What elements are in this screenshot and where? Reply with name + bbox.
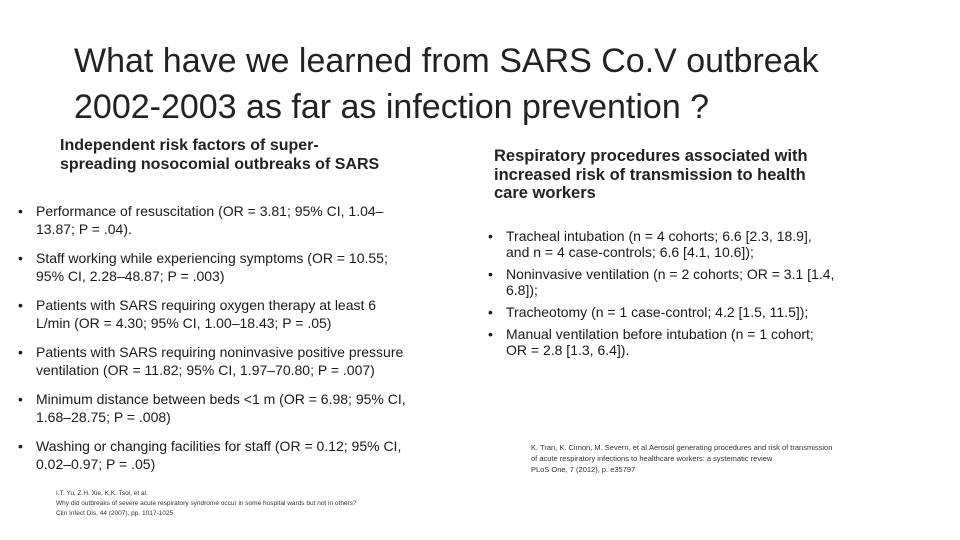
list-item-line-2: 6.8]); [506,282,538,298]
right-procedure-list [488,228,834,358]
right-heading-line-1: Respiratory procedures associated with [494,147,808,165]
citation-line-2: of acute respiratory infections to healthcare workers: a systematic review [531,454,773,463]
list-item [488,228,834,260]
list-item-line-1: Minimum distance between beds <1 m (OR = 6.98; 95% CI, [36,391,406,407]
list-item-line-1: Manual ventilation before intubation (n = 1 cohort; [506,326,814,342]
citation-line-3: PLoS One, 7 (2012), p. e35797 [531,465,636,474]
list-item-line-1: Tracheotomy (n = 1 case-control; 4.2 [1.5, 11.5]); [506,304,809,320]
list-item-line-1: Performance of resuscitation (OR = 3.81; 95% CI, 1.04– [36,203,384,219]
list-item-line-1: Patients with SARS requiring noninvasive positive pressure [36,344,404,360]
bullet-icon: • [18,203,23,219]
list-item [18,249,406,285]
list-item-line-1: Patients with SARS requiring oxygen therapy at least 6 [36,297,377,313]
bullet-icon: • [18,297,23,313]
bullet-icon: • [18,344,23,360]
left-heading-line-2: spreading nosocomial outbreaks of SARS [60,156,380,173]
list-item-line-1: Noninvasive ventilation (n = 2 cohorts; OR = 3.1 [1.4, [506,266,835,282]
list-item-line-2: and n = 4 case-controls; 6.6 [4.1, 10.6]); [506,244,754,260]
list-item-line-2: 95% CI, 2.28–48.87; P = .003) [36,268,225,284]
list-item-line-1: Tracheal intubation (n = 4 cohorts; 6.6 [2.3, 18.9], [506,228,812,244]
bullet-icon: • [488,228,493,244]
bullet-icon: • [488,326,493,342]
right-column-heading [494,147,808,203]
list-item-line-2: 1.68–28.75; P = .008) [36,409,171,425]
slide-title-line-1: What have we learned from SARS Co.V outbreak [74,42,819,80]
citation-line-2: Why did outbreaks of severe acute respiratory syndrome occur in some hospital wards but not in others? [56,500,357,507]
bullet-icon: • [488,304,493,320]
slide-title-line-2: 2002-2003 as far as infection prevention ? [74,88,710,126]
citation-line-1: K. Tran, K. Cimon, M. Severn, et al.Aerosol generating procedures and risk of transmission [531,443,833,452]
right-heading-line-3: care workers [494,184,596,202]
left-citation [56,489,357,519]
list-item [488,304,834,320]
bullet-icon: • [18,391,23,407]
list-item-line-2: L/min (OR = 4.30; 95% CI, 1.00–18.43; P = .05) [36,315,332,331]
citation-line-1: I.T. Yu, Z.H. Xie, K.K. Tsoi, et al. [56,490,148,497]
list-item [488,266,834,298]
list-item-line-1: Staff working while experiencing symptoms (OR = 10.55; [36,250,388,266]
list-item [18,390,406,426]
list-item-line-1: Washing or changing facilities for staff (OR = 0.12; 95% CI, [36,438,402,454]
list-item [18,296,406,332]
right-heading-line-2: increased risk of transmission to health [494,165,806,184]
list-item-line-2: 0.02–0.97; P = .05) [36,456,156,472]
list-item [488,326,834,358]
left-column-heading [60,136,379,174]
right-citation [531,442,832,475]
bullet-icon: • [488,266,493,282]
list-item [18,202,406,238]
bullet-icon: • [18,438,23,454]
citation-line-3: Clin Infect Dis, 44 (2007), pp. 1017-1025 [56,510,174,517]
list-item [18,343,406,379]
list-item-line-2: 13.87; P = .04). [36,221,132,237]
left-risk-factor-list [18,202,406,473]
list-item-line-2: OR = 2.8 [1.3, 6.4]). [506,342,630,358]
list-item [18,437,406,473]
bullet-icon: • [18,250,23,266]
list-item-line-2: ventilation (OR = 11.82; 95% CI, 1.97–70.80; P = .007) [36,362,375,378]
left-heading-line-1: Independent risk factors of super- [60,137,319,154]
slide-title [74,38,934,130]
